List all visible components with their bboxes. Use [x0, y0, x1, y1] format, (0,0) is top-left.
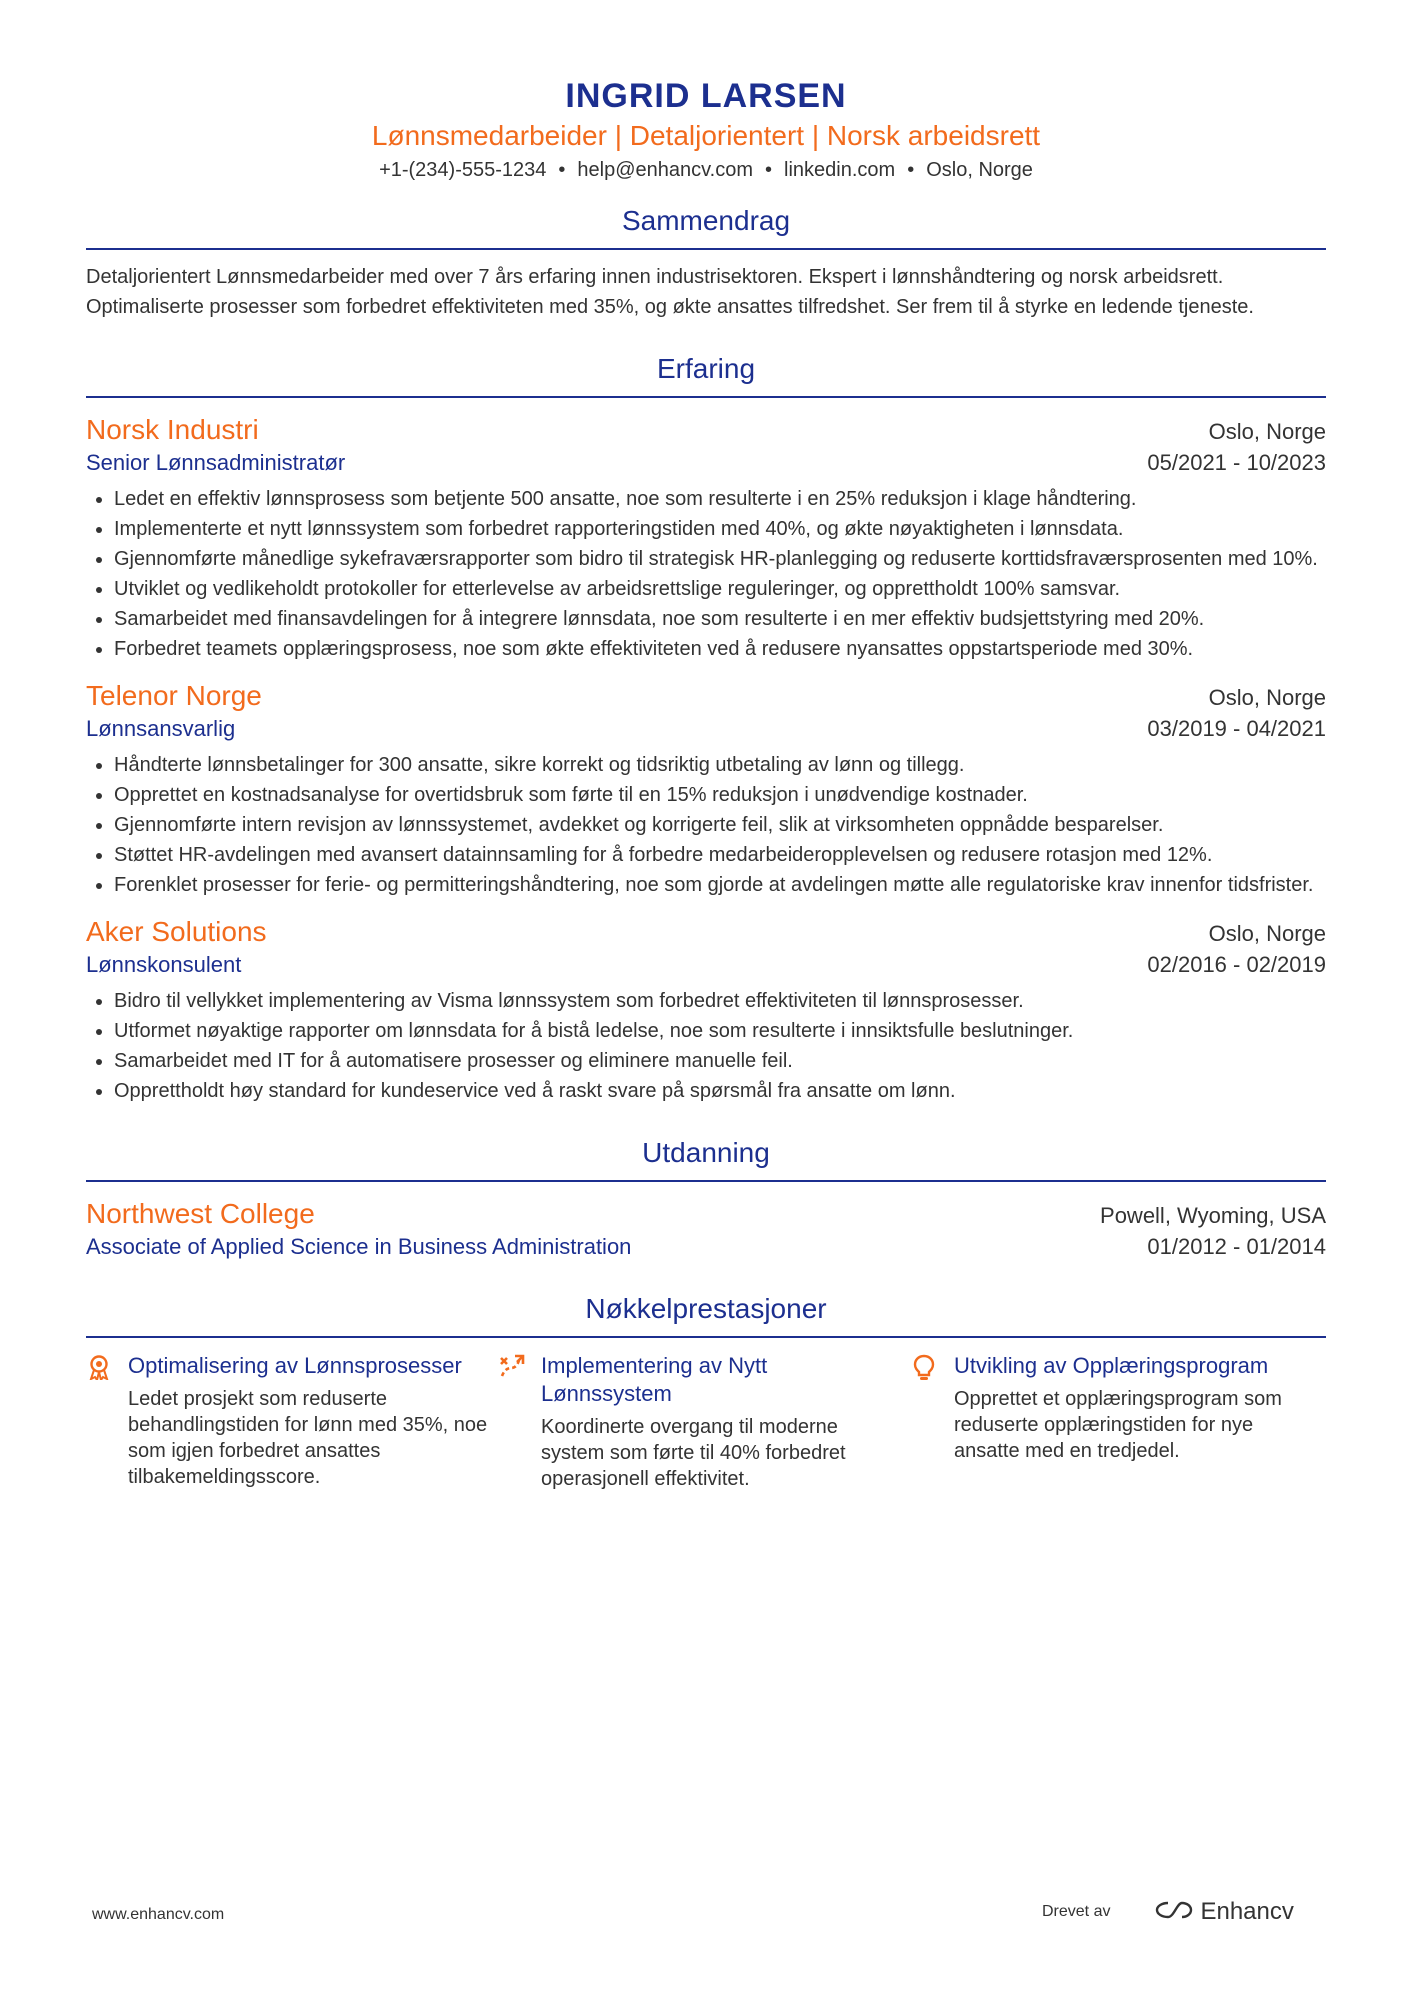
education-entry	[86, 1196, 1326, 1262]
achievement-description: Opprettet et opplæringsprogram som reduserte opplæringstiden for nye ansatte med en tredjedel.	[954, 1388, 1282, 1462]
achievement-item	[86, 1352, 499, 1492]
company-name: Telenor Norge	[86, 680, 262, 711]
job-dates: 03/2019 - 04/2021	[1147, 716, 1326, 741]
bullet-item: • Forbedret teamets opplæringsprosess, noe som økte effektiviteten ved å redusere nyansattes oppstartsperiode med 30%.	[114, 634, 1326, 664]
experience-section	[86, 352, 1326, 1106]
company-name: Norsk Industri	[86, 414, 259, 445]
footer-branding	[1042, 1898, 1294, 1926]
job-bullets	[86, 986, 1326, 1106]
bullet-item: • Implementerte et nytt lønnssystem som forbedret rapporteringstiden med 40%, og økte nøyaktigheten i lønnsdata.	[114, 514, 1326, 544]
education-dates: 01/2012 - 01/2014	[1147, 1234, 1326, 1259]
section-title-experience: Erfaring	[86, 352, 1326, 398]
bullet-item: • Forenklet prosesser for ferie- og permitteringshåndtering, noe som gjorde at avdelingen møtte alle regulatoriske krav innenfor tidsfrister.	[114, 870, 1326, 900]
bullet-item: • Utviklet og vedlikeholdt protokoller for etterlevelse av arbeidsrettslige reguleringer, og opprettholdt 100% samsvar.	[114, 574, 1326, 604]
candidate-name: INGRID LARSEN	[565, 77, 847, 115]
bullet-item: • Bidro til vellykket implementering av Visma lønnssystem som forbedret effektiviteten til lønnsprosesser.	[114, 986, 1326, 1016]
job-title: Lønnsansvarlig	[86, 716, 236, 741]
contact-line	[86, 156, 1326, 184]
lightbulb-icon	[912, 1352, 954, 1492]
school-name: Northwest College	[86, 1198, 315, 1229]
job-bullets	[86, 750, 1326, 900]
bullet-item: • Samarbeidet med finansavdelingen for å integrere lønnsdata, noe som resulterte i en mer effektiv budsjettstyring med 20%.	[114, 604, 1326, 634]
bullet-item: • Opprettholdt høy standard for kundeservice ved å raskt svare på spørsmål fra ansatte om lønn.	[114, 1076, 1326, 1106]
job-entry	[86, 914, 1326, 1106]
bullet-item: • Støttet HR-avdelingen med avansert datainnsamling for å forbedre medarbeideropplevelsen og redusere rotasjon med 12%.	[114, 840, 1326, 870]
linkedin-link[interactable]: linkedin.com	[784, 159, 896, 181]
bullet-item: • Håndterte lønnsbetalinger for 300 ansatte, sikre korrekt og tidsriktig utbetaling av lønn og tillegg.	[114, 750, 1326, 780]
achievement-description: Ledet prosjekt som reduserte behandlingstiden for lønn med 35%, noe som igjen forbedret ansattes tilbakemeldingsscore.	[128, 1388, 488, 1488]
achievement-title: Implementering av Nytt Lønnssystem	[541, 1353, 768, 1406]
resume-page	[86, 0, 1326, 1492]
job-location: Oslo, Norge	[1208, 921, 1326, 946]
achievements-section	[86, 1292, 1326, 1492]
degree-name: Associate of Applied Science in Business Administration	[86, 1234, 632, 1259]
bullet-item: • Opprettet en kostnadsanalyse for overtidsbruk som førte til en 15% reduksjon i unødvendige kostnader.	[114, 780, 1326, 810]
job-entry	[86, 678, 1326, 900]
company-name: Aker Solutions	[86, 916, 267, 947]
education-section	[86, 1136, 1326, 1262]
bullet-item: • Samarbeidet med IT for å automatisere prosesser og eliminere manuelle feil.	[114, 1046, 1326, 1076]
email-link[interactable]: help@enhancv.com	[577, 159, 754, 181]
achievement-title: Utvikling av Opplæringsprogram	[954, 1353, 1269, 1378]
job-entry	[86, 412, 1326, 664]
bullet-item: • Gjennomførte månedlige sykefraværsrapporter som bidro til strategisk HR-planlegging og reduserte korttidsfraværsprosenten med 10%.	[114, 544, 1326, 574]
job-location: Oslo, Norge	[1208, 419, 1326, 444]
achievement-item	[499, 1352, 912, 1492]
footer-website[interactable]: www.enhancv.com	[92, 1906, 225, 1923]
resume-header	[86, 0, 1326, 184]
achievements-grid	[86, 1352, 1326, 1492]
separator: •	[558, 159, 566, 181]
phone-text: +1-(234)-555-1234	[379, 159, 547, 181]
separator: •	[907, 159, 915, 181]
powered-by-text: Drevet av	[1042, 1903, 1111, 1920]
summary-text: Detaljorientert Lønnsmedarbeider med over 7 års erfaring innen industrisektoren. Ekspert i lønnshåndtering og norsk arbeidsrett. Optimaliserte prosesser som forbedret effektiviteten med 35%, og økte ansattes tilfredshet. Ser frem til å styrke en ledende tjeneste.	[86, 266, 1254, 318]
job-dates: 05/2021 - 10/2023	[1147, 450, 1326, 475]
summary-section	[86, 204, 1326, 322]
section-title-achievements: Nøkkelprestasjoner	[86, 1292, 1326, 1338]
route-icon	[499, 1352, 541, 1492]
candidate-headline: Lønnsmedarbeider | Detaljorientert | Norsk arbeidsrett	[371, 120, 1041, 151]
job-title: Lønnskonsulent	[86, 952, 242, 977]
achievement-item	[912, 1352, 1325, 1492]
separator: •	[765, 159, 773, 181]
achievement-title: Optimalisering av Lønnsprosesser	[128, 1353, 462, 1378]
job-location: Oslo, Norge	[1208, 685, 1326, 710]
location-text: Oslo, Norge	[926, 159, 1033, 181]
job-bullets	[86, 484, 1326, 664]
enhancv-logo-icon	[1154, 1899, 1194, 1926]
bullet-item: • Gjennomførte intern revisjon av lønnssystemet, avdekket og korrigerte feil, slik at virksomheten oppnådde besparelser.	[114, 810, 1326, 840]
award-icon	[86, 1352, 128, 1492]
section-title-summary: Sammendrag	[86, 204, 1326, 250]
bullet-item: • Ledet en effektiv lønnsprosess som betjente 500 ansatte, noe som resulterte i en 25% reduksjon i klage håndtering.	[114, 484, 1326, 514]
bullet-item: • Utformet nøyaktige rapporter om lønnsdata for å bistå ledelse, noe som resulterte i innsiktsfulle beslutninger.	[114, 1016, 1326, 1046]
section-title-education: Utdanning	[86, 1136, 1326, 1182]
job-dates: 02/2016 - 02/2019	[1147, 952, 1326, 977]
school-location: Powell, Wyoming, USA	[1100, 1203, 1326, 1228]
job-title: Senior Lønnsadministratør	[86, 450, 346, 475]
achievement-description: Koordinerte overgang til moderne system som førte til 40% forbedret operasjonell effektivitet.	[541, 1416, 846, 1490]
brand-name: Enhancv	[1200, 1898, 1294, 1925]
